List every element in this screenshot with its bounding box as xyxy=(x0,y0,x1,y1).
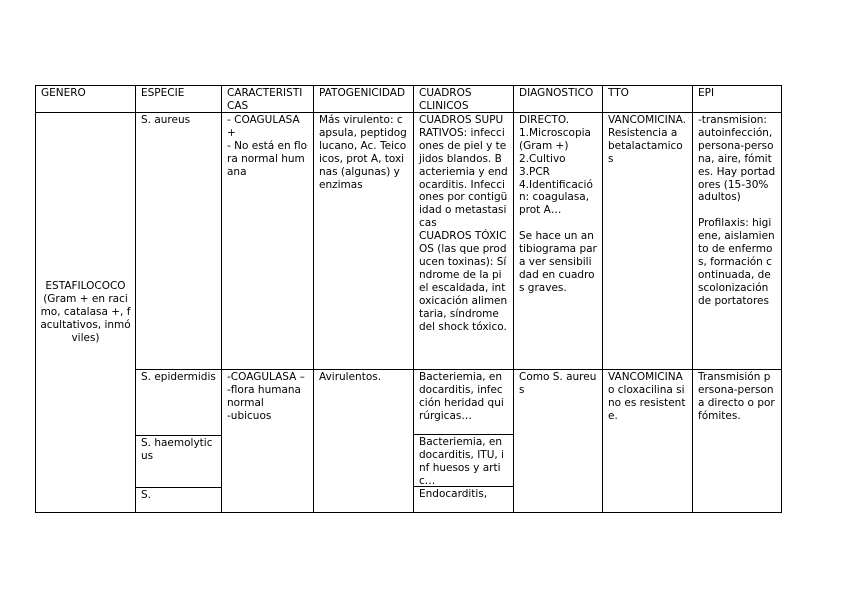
patogenicidad-epidermidis: Avirulentos. xyxy=(313,369,414,513)
cuadros-epidermidis: Bacteriemia, endocarditis, infección heridad quirúrgicas… xyxy=(413,369,514,435)
genero-estafilococo: ESTAFILOCOCO (Gram + en racimo, catalasa +, facultativos, inmóviles) xyxy=(35,112,136,513)
tto-aureus: VANCOMICINA. Resistencia a betalactamicos xyxy=(602,112,693,370)
epi-epidermidis: Transmisión persona-persona directo o por fómites. xyxy=(692,369,782,513)
caracteristicas-epidermidis: -COAGULASA – -flora humana normal -ubicuos xyxy=(221,369,314,513)
header-epi: EPI xyxy=(692,85,782,113)
header-cuadros-clinicos: CUADROS CLINICOS xyxy=(413,85,514,113)
header-caracteristicas: CARACTERISTICAS xyxy=(221,85,314,113)
patogenicidad-aureus: Más virulento: capsula, peptidoglucano, Ac. Teicoicos, prot A, toxinas (algunas) y enzimas xyxy=(313,112,414,370)
epi-aureus: -transmision: autoinfección, persona-persona, aire, fómites. Hay portadores (15-30% adultos) Profilaxis: higiene, aislamiento de enfermos, formación continuada, descolonización de portatores xyxy=(692,112,782,370)
diagnostico-aureus: DIRECTO. 1.Microscopia (Gram +) 2.Cultivo 3.PCR 4.Identificación: coagulasa, prot A… Se hace un antibiograma para ver sensibilidad en cuadros graves. xyxy=(513,112,603,370)
cuadros-aureus: CUADROS SUPURATIVOS: infecciones de piel y tejidos blandos. Bacteriemia y endocarditis. Infecciones por contigüidad o metastasicas CUADROS TÓXICOS (las que producen toxinas): Síndrome de la piel escaldada, intoxicación alimentaria, síndrome del shock tóxico. xyxy=(413,112,514,370)
especie-epidermidis: S. epidermidis xyxy=(135,369,222,436)
cuadros-haemolyticus: Bacteriemia, endocarditis, ITU, inf huesos y artic… xyxy=(413,434,514,487)
tto-epidermidis: VANCOMICINA o cloxacilina si no es resistente. xyxy=(602,369,693,513)
especie-haemolyticus: S. haemolyticus xyxy=(135,435,222,488)
header-diagnostico: DIAGNOSTICO xyxy=(513,85,603,113)
cuadros-third: Endocarditis, xyxy=(413,486,514,513)
especie-third: S. xyxy=(135,487,222,513)
header-patogenicidad: PATOGENICIDAD xyxy=(313,85,414,113)
header-tto: TTO xyxy=(602,85,693,113)
caracteristicas-aureus: - COAGULASA + - No está en flora normal humana xyxy=(221,112,314,370)
especie-aureus: S. aureus xyxy=(135,112,222,370)
header-especie: ESPECIE xyxy=(135,85,222,113)
header-genero: GENERO xyxy=(35,85,136,113)
diagnostico-epidermidis: Como S. aureus xyxy=(513,369,603,513)
